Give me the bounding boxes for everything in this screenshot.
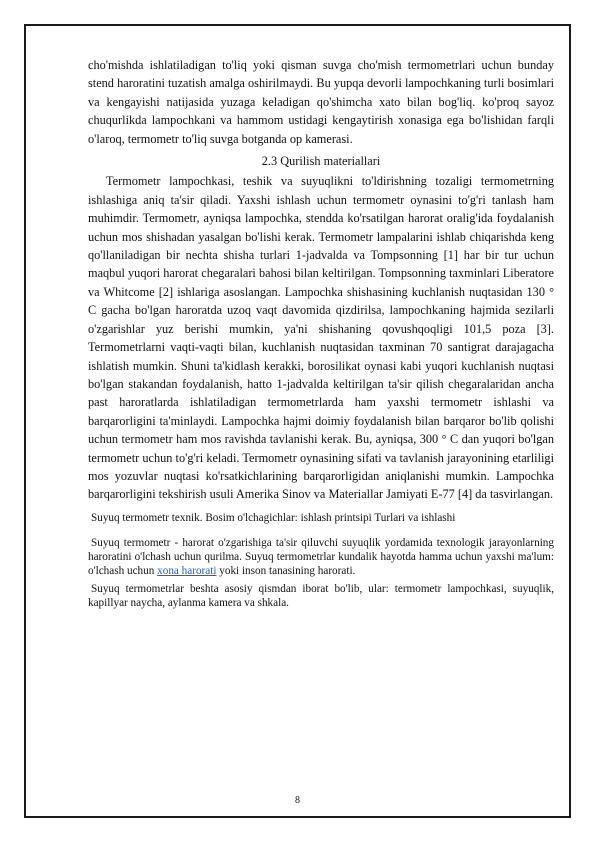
document-body: [88, 56, 554, 610]
paragraph-definition-text: Suyuq termometr - harorat o'zgarishiga ta'sir qiluvchi suyuqlik yordamida texnologik jarayonlarning haroratini o'lchash uchun qurilma. Suyuq termometrlar kundalik hayotda hamma uchun yaxshi ma'lum: o'lchash uchun: [88, 536, 554, 577]
paragraph-materials: Termometr lampochkasi, teshik va suyuqlikni to'ldirishning tozaligi termometrning ishlashiga aniq ta'sir qiladi. Yaxshi ishlash uchun termometr oynasini to'g'ri tanlash ham muhimdir. Termometr, ayniqsa lampochka, stendda ko'rsatilgan harorat oralig'ida foydalanish uchun mos shishadan yasalgan bo'lishi kerak. Termometr lampalarini ishlab chiqarishda keng qo'llaniladigan bir nechta shisha turlari 1-jadvalda va Tompsonning [1] har bir tur uchun maqbul yuqori harorat chegaralari bahosi bilan keltirilgan. Tompsonning taxminlari Liberatore va Whitcome [2] ishlariga asoslangan. Lampochka shishasining kuchlanish nuqtasidan 130 ° C gacha bo'lgan haroratda uzoq vaqt davomida qizdirilsa, lampochkaning hajmida sezilarli o'zgarishlar yuz berishi mumkin, ya'ni shishaning qovushqoqligi 101,5 poza [3]. Termometrlarni vaqti-vaqti bilan, kuchlanish nuqtasidan taxminan 70 santigrat darajagacha ishlatish mumkin. Shuni ta'kidlash kerakki, borosilikat oynasi kabi yuqori kuchlanish nuqtasi bo'lgan stakandan foydalanish, hatto 1-jadvalda keltirilgan ta'sir qilish chegaralaridan ancha past haroratlarda ishlatiladigan termometrlarda ham yaxshi termometr ishlashi va barqarorligini ta'minlaydi. Lampochka hajmi doimiy foydalanish bilan barqaror bo'lib qolishi uchun termometr ham mos ravishda tavlanishi kerak. Bu, ayniqsa, 300 ° C dan yuqori bo'lgan termometr uchun to'g'ri keladi. Termometr oynasining sifati va tavlanish jarayonining etarliligi mos yozuvlar nuqtasi ko'rsatkichlarining barqarorligidan aniqlanishi mumkin. Lampochka barqarorligini tekshirish usuli Amerika Sinov va Materiallar Jamiyati E-77 [4] da tasvirlangan.: [88, 174, 554, 502]
paragraph-definition: [88, 536, 554, 578]
paragraph-parts: Suyuq termometrlar beshta asosiy qismdan iborat bo'lib, ular: termometr lampochkasi, suyuqlik, kapillyar naycha, aylanma kamera va shkala.: [88, 582, 554, 609]
paragraph-intro: cho'mishda ishlatiladigan to'liq yoki qisman suvga cho'mish termometrlari uchun bunday stend haroratini tuzatish amalga oshirilmaydi. Bu yupqa devorli lampochkaning turli bosimlari va kengayishi natijasida yuzaga keladigan qo'shimcha xato bilan bog'liq. ko'proq sayoz chuqurlikda lampochkani va hammom ustidagi kengaytirish xonasiga ega bo'lishidan farqli o'laroq, termometr to'liq suvga botganda op kamerasi.: [88, 58, 554, 146]
paragraph-definition-tail: yoki inson tanasining harorati.: [216, 564, 356, 577]
paragraph-subtitle: Suyuq termometr texnik. Bosim o'lchagichlar: ishlash printsipi Turlari va ishlashi: [91, 511, 456, 524]
section-heading: 2.3 Qurilish materiallari: [261, 154, 381, 169]
room-temperature-link[interactable]: xona harorati: [157, 564, 217, 577]
page-number: 8: [295, 795, 300, 806]
